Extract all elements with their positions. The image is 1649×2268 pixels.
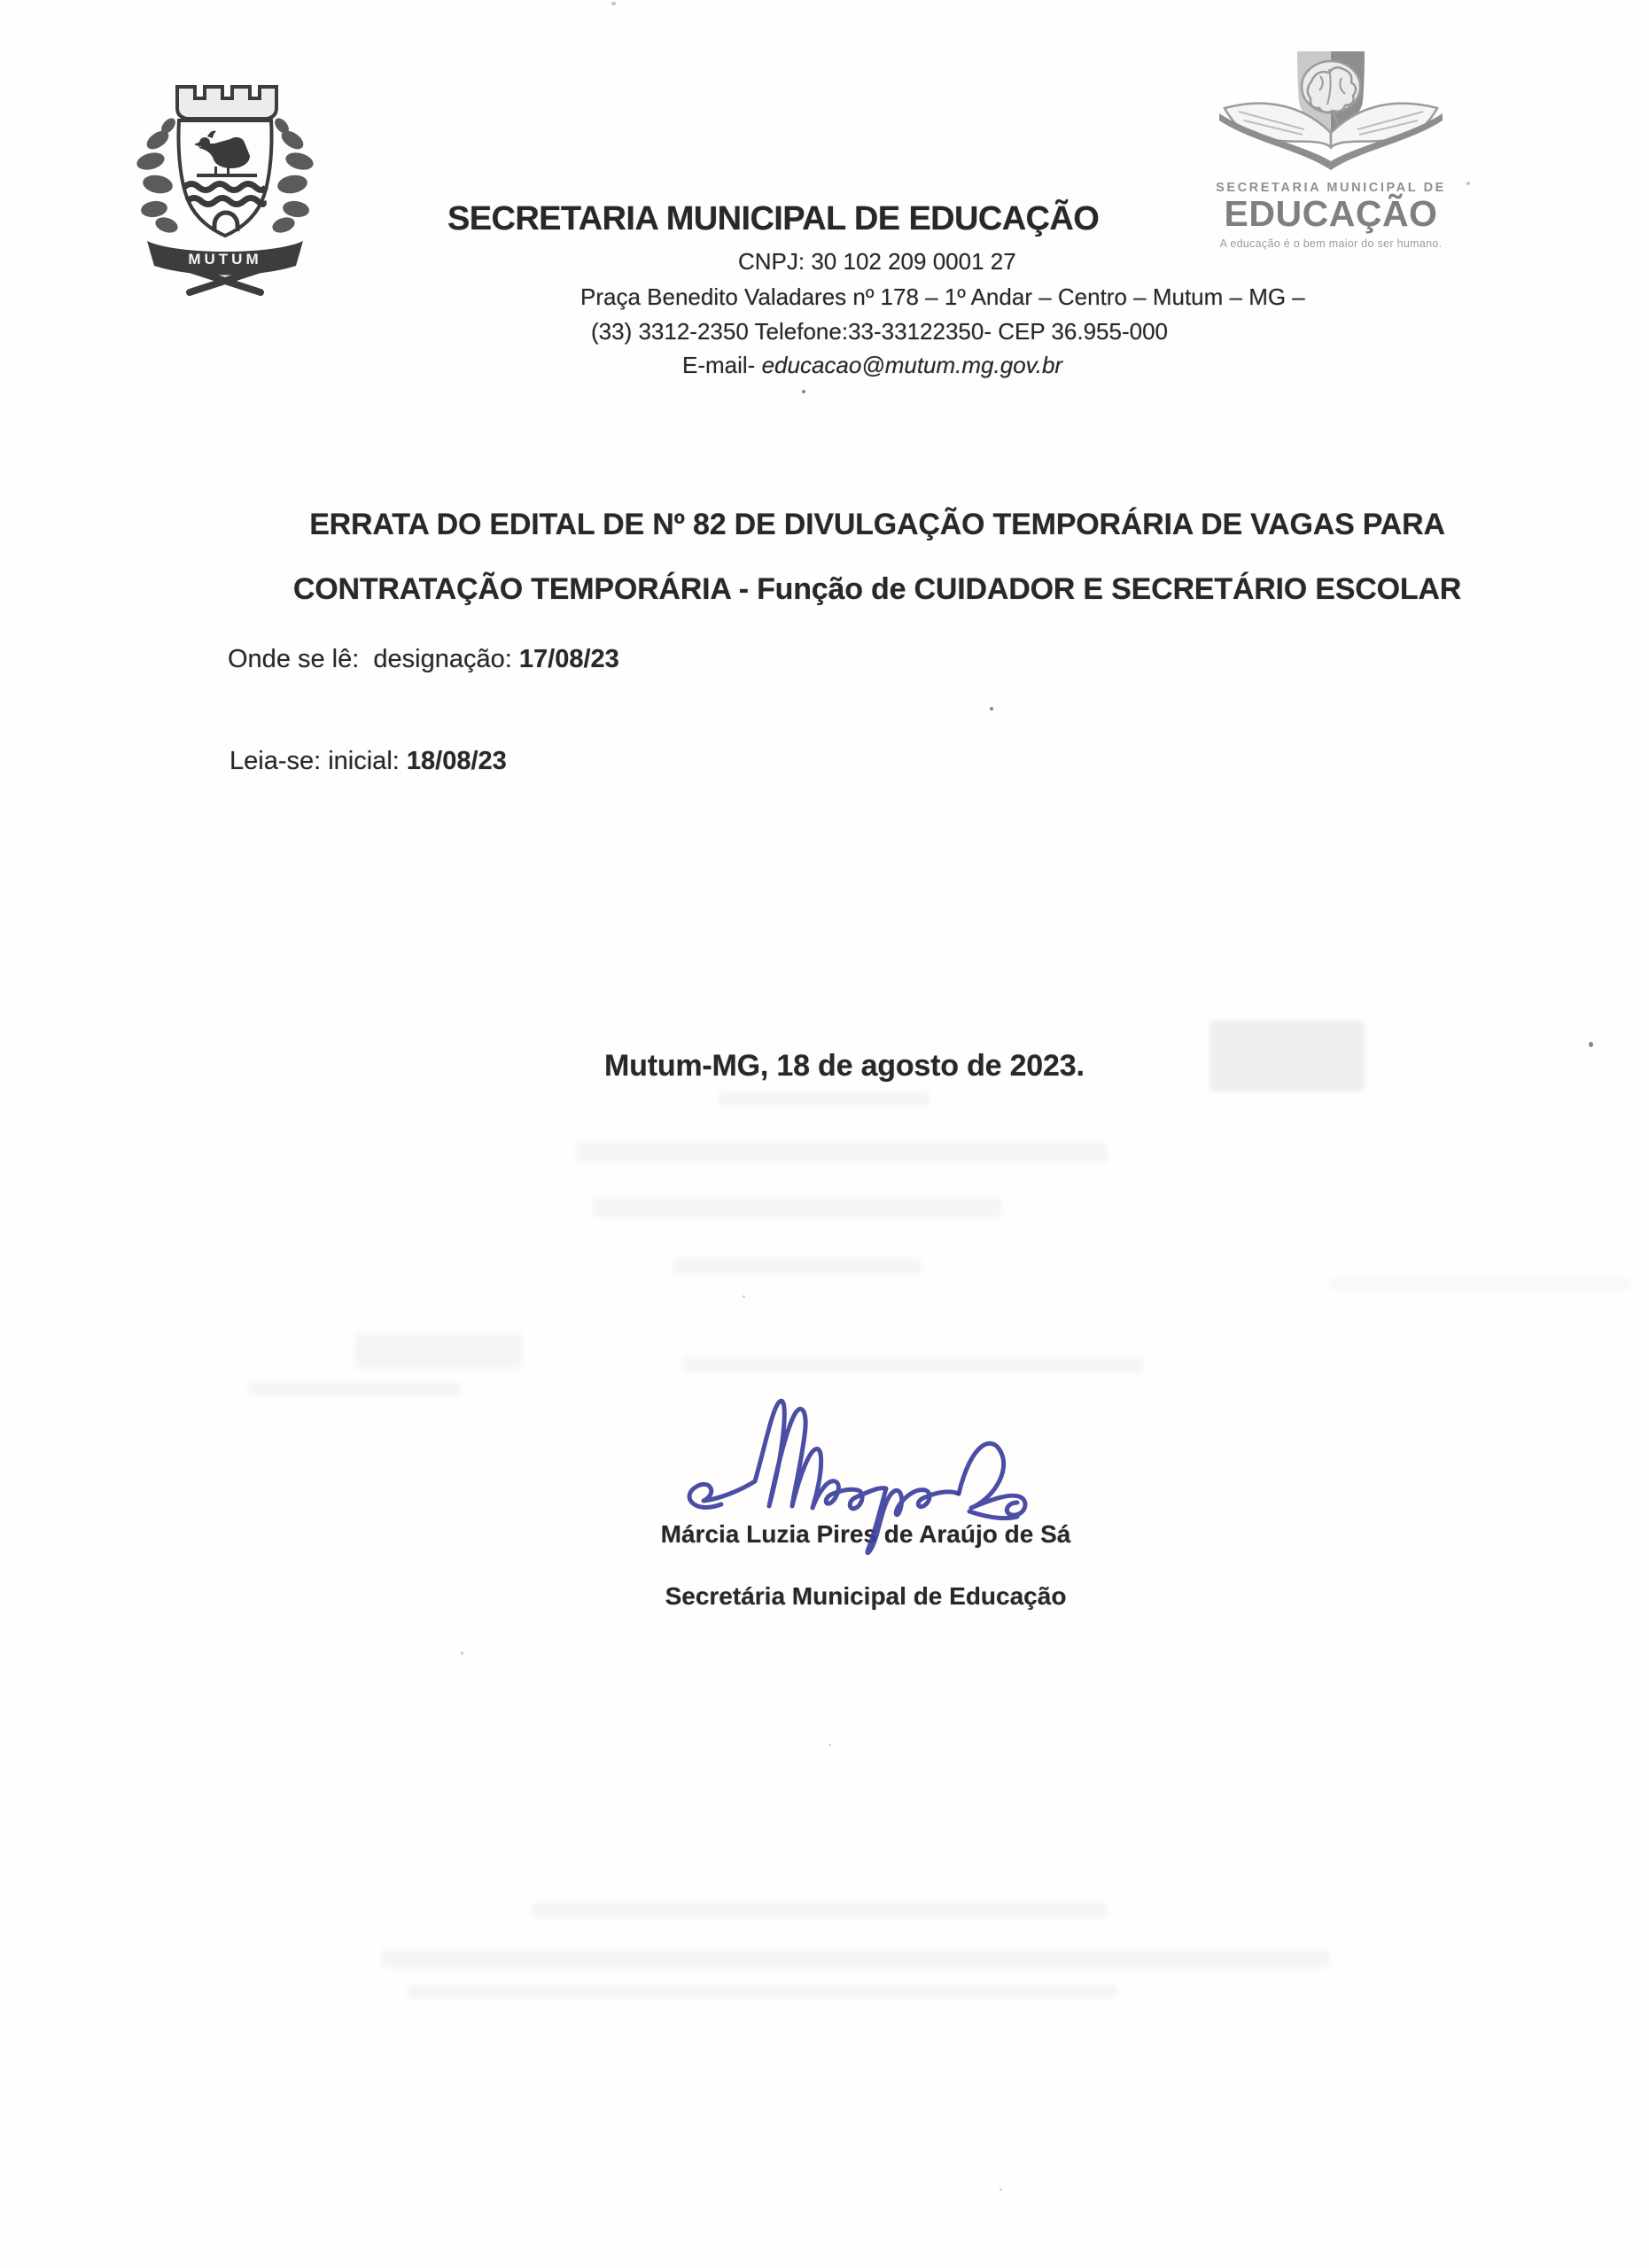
erratum-title <box>257 493 1497 622</box>
erratum-where-date: 17/08/23 <box>518 645 619 673</box>
erratum-where-text: Onde se lê: designação: <box>228 645 519 673</box>
scan-speck <box>1466 182 1470 185</box>
org-name-heading: SECRETARIA MUNICIPAL DE EDUCAÇÃO <box>447 200 1100 237</box>
scan-speck <box>1589 1042 1593 1047</box>
wave-band-1 <box>184 184 266 190</box>
handwritten-signature <box>666 1387 1038 1565</box>
cnpj-line: CNPJ: 30 102 209 0001 27 <box>738 248 1016 275</box>
scan-bleedthrough-artifact <box>408 1984 1116 1999</box>
scan-bleedthrough-artifact <box>381 1949 1329 1969</box>
scan-bleedthrough-artifact <box>576 1143 1108 1162</box>
scan-bleedthrough-artifact <box>673 1258 922 1274</box>
shield <box>178 120 271 236</box>
email-line <box>682 352 1062 379</box>
scan-speck <box>743 1295 745 1298</box>
signatory-name: Márcia Luzia Pires de Araújo de Sá <box>660 1520 1071 1548</box>
scan-bleedthrough-artifact <box>532 1903 1108 1919</box>
scan-speck <box>1000 2188 1002 2191</box>
erratum-read-date: 18/08/23 <box>406 747 507 775</box>
coat-of-arms-graphic <box>122 74 328 298</box>
erratum-title-line1: ERRATA DO EDITAL DE Nº 82 DE DIVULGAÇÃO TEMPORÁRIA DE VAGAS PARA <box>309 508 1445 541</box>
scan-bleedthrough-artifact <box>682 1357 1143 1373</box>
foliage-left <box>135 115 180 235</box>
scan-bleedthrough-artifact <box>594 1198 1001 1217</box>
scan-bleedthrough-artifact <box>354 1333 523 1369</box>
place-date-line: Mutum-MG, 18 de agosto de 2023. <box>604 1049 1085 1083</box>
scan-speck <box>828 1744 831 1746</box>
erratum-read-line <box>229 747 507 776</box>
scan-bleedthrough-artifact <box>248 1382 461 1396</box>
scan-speck <box>611 2 616 5</box>
education-secretariat-logo <box>1194 46 1467 250</box>
email-label: E-mail- <box>682 352 762 378</box>
email-address: educacao@mutum.mg.gov.br <box>761 352 1063 378</box>
address-line: Praça Benedito Valadares nº 178 – 1º Andar – Centro – Mutum – MG – <box>580 284 1305 310</box>
logo-line-secretaria: SECRETARIA MUNICIPAL DE <box>1216 181 1446 195</box>
erratum-read-text: Leia-se: inicial: <box>229 747 407 775</box>
foliage-right <box>270 115 315 235</box>
scan-speck <box>802 390 805 393</box>
phone-line: (33) 3312-2350 Telefone:33-33122350- CEP 36.955-000 <box>591 318 1168 345</box>
scan-bleedthrough-artifact <box>718 1091 930 1106</box>
mutum-coat-of-arms-logo <box>122 74 328 298</box>
scan-speck <box>990 707 993 711</box>
scan-bleedthrough-artifact <box>1329 1278 1630 1290</box>
scan-smudge-artifact <box>1210 1021 1365 1091</box>
scan-speck <box>461 1651 463 1655</box>
banner-text: MUTUM <box>188 251 262 268</box>
erratum-title-line2: CONTRATAÇÃO TEMPORÁRIA - Função de CUIDADOR E SECRETÁRIO ESCOLAR <box>292 572 1462 606</box>
book-and-shield-graphic <box>1198 46 1464 179</box>
mural-crown <box>177 87 276 119</box>
logo-line-educacao: EDUCAÇÃO <box>1224 193 1438 234</box>
logo-tagline: A educação é o bem maior do ser humano. <box>1219 237 1443 251</box>
erratum-where-line <box>228 645 619 674</box>
signatory-role: Secretária Municipal de Educação <box>665 1582 1067 1610</box>
